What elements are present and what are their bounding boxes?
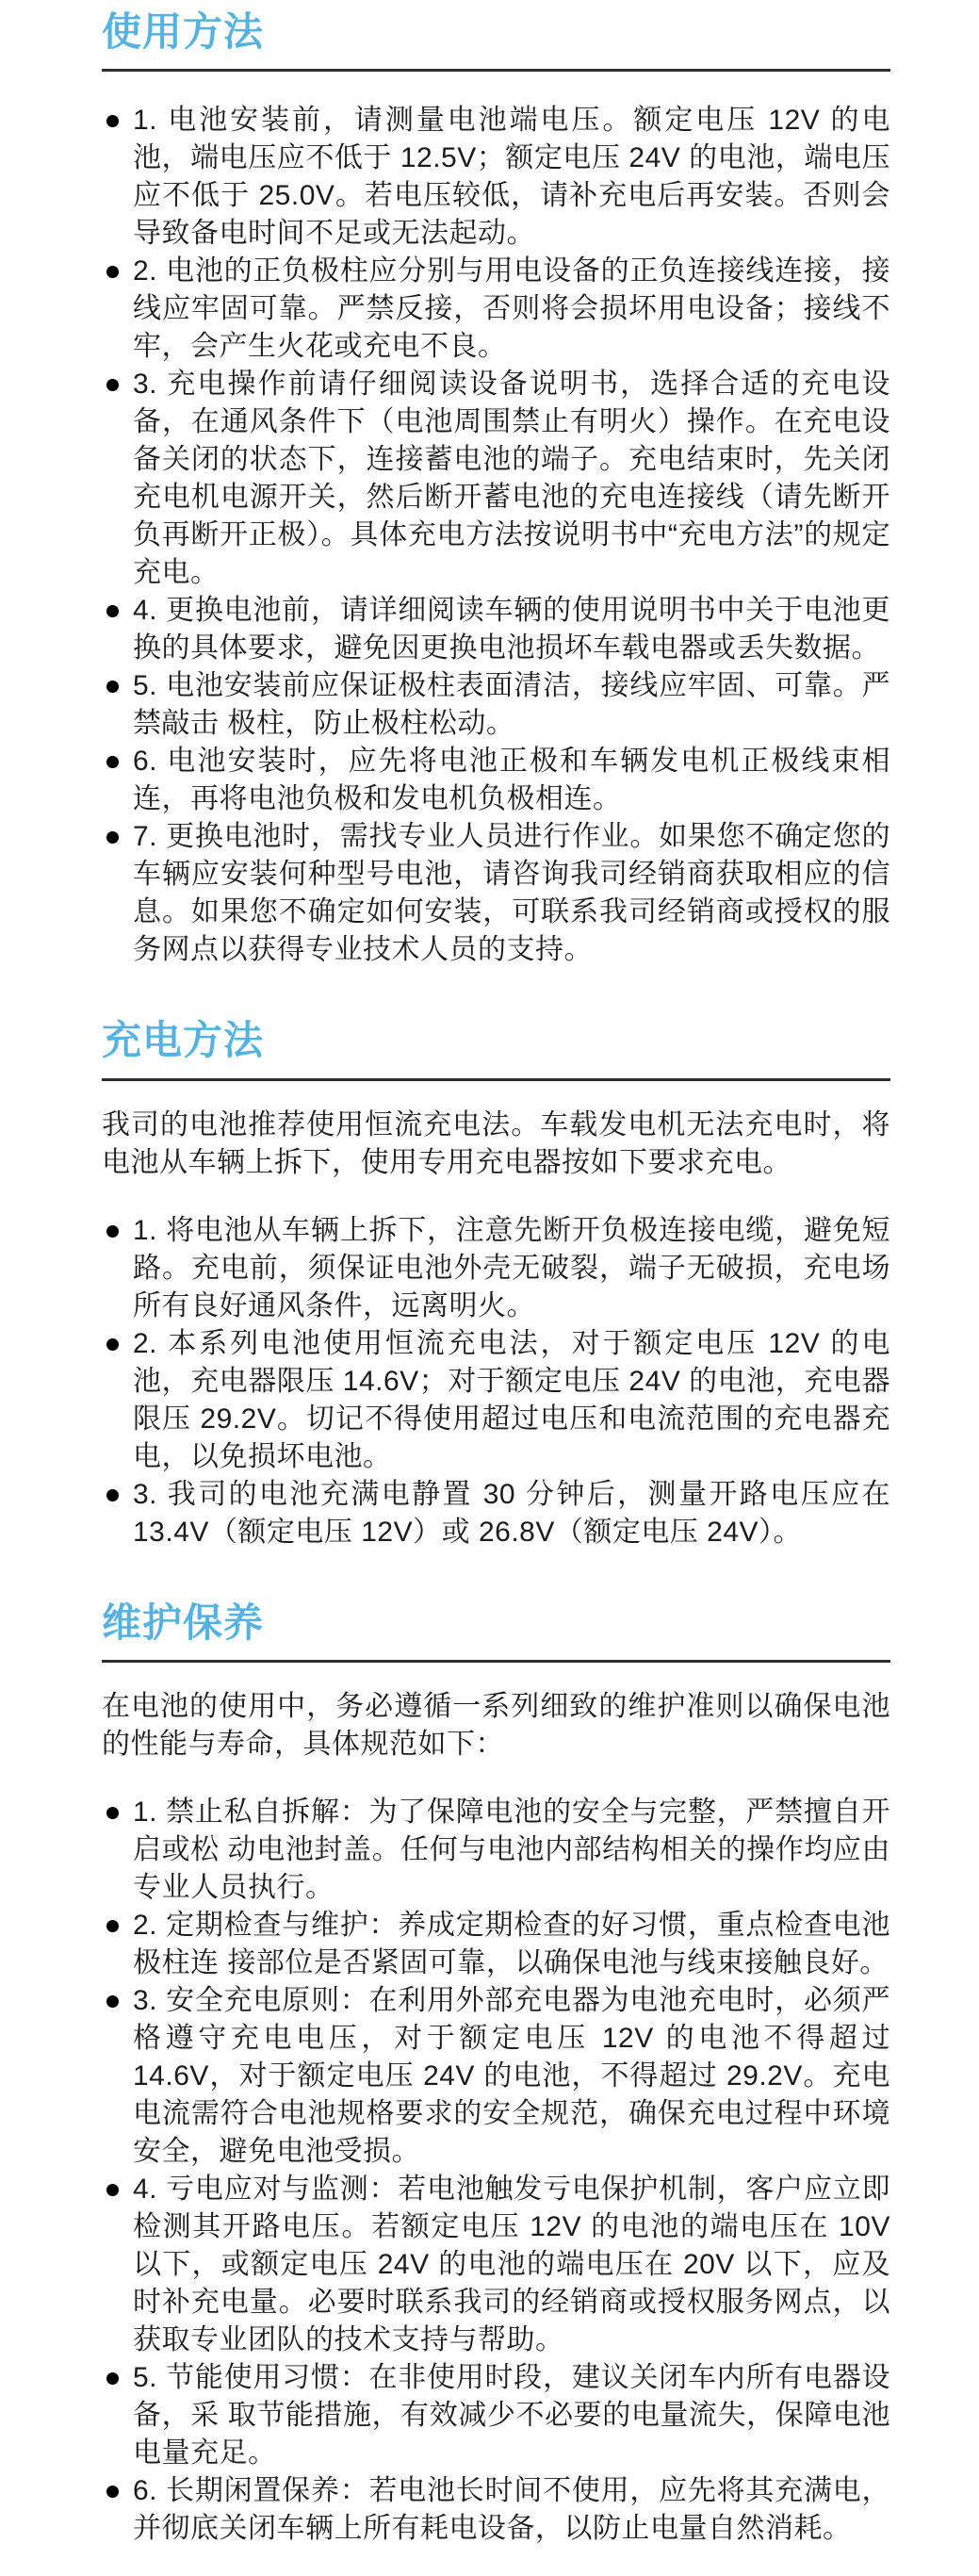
list-item	[102, 818, 890, 969]
list-item-text: 1. 电池安装前，请测量电池端电压。额定电压 12V 的电池，端电压应不低于 12.5V；额定电压 24V 的电池，端电压应不低于 25.0V。若电压较低，请补充电后再安装。否则会导致备电时间不足或无法起动。	[133, 105, 890, 250]
bullet-icon	[106, 379, 119, 391]
bullet-icon	[106, 1225, 119, 1238]
bullet-icon	[106, 1807, 119, 1819]
list-item-text: 4. 更换电池前，请详细阅读车辆的使用说明书中关于电池更换的具体要求，避免因更换电池损坏车载电器或丢失数据。	[133, 595, 890, 665]
section-maintenance-intro: 在电池的使用中，务必遵循一系列细致的维护准则以确保电池的性能与寿命，具体规范如下：	[102, 1690, 890, 1760]
list-item-text: 3. 充电操作前请仔细阅读设备说明书，选择合适的充电设备，在通风条件下（电池周围禁止有明火）操作。在充电设备关闭的状态下，连接蓄电池的端子。充电结束时，先关闭充电机电源开关，然后断开蓄电池的充电连接线（请先断开负再断开正极）。具体充电方法按说明书中“充电方法”的规定充电。	[133, 369, 890, 589]
section-maintenance-title: 维护保养	[102, 1600, 265, 1645]
section-usage	[102, 9, 890, 969]
bullet-icon	[106, 2486, 119, 2498]
list-item	[102, 1794, 890, 1907]
section-maintenance	[102, 1600, 890, 2548]
list-item-text: 2. 本系列电池使用恒流充电法，对于额定电压 12V 的电池，充电器限压 14.6V；对于额定电压 24V 的电池，充电器限压 29.2V。切记不得使用超过电压和电流范围的充电器充电，以免损坏电池。	[133, 1327, 890, 1472]
bullet-icon	[106, 605, 119, 617]
section-charging	[102, 1018, 890, 1551]
list-item	[102, 1325, 890, 1476]
section-usage-title: 使用方法	[102, 9, 265, 54]
bullet-icon	[106, 681, 119, 693]
bullet-icon	[106, 266, 119, 278]
list-item	[102, 253, 890, 366]
section-maintenance-divider	[102, 1660, 890, 1663]
list-item	[102, 743, 890, 818]
list-item	[102, 1212, 890, 1325]
bullet-icon	[106, 1920, 119, 1932]
bullet-icon	[106, 831, 119, 844]
list-item	[102, 2472, 890, 2548]
maintenance-bullet-list	[102, 1794, 890, 2548]
list-item	[102, 1476, 890, 1551]
list-item	[102, 1907, 890, 1982]
list-item-text: 1. 禁止私自拆解：为了保障电池的安全与完整，严禁擅自开启或松 动电池封盖。任何与电池内部结构相关的操作均应由专业人员执行。	[133, 1796, 890, 1903]
list-item	[102, 1982, 890, 2171]
charging-bullet-list	[102, 1212, 890, 1551]
list-item-text: 7. 更换电池时，需找专业人员进行作业。如果您不确定您的车辆应安装何种型号电池，请咨询我司经销商获取相应的信息。如果您不确定如何安装，可联系我司经销商或授权的服务网点以获得专业技术人员的支持。	[133, 821, 890, 966]
list-item	[102, 366, 890, 592]
section-charging-divider	[102, 1078, 890, 1081]
list-item	[102, 592, 890, 667]
list-item-text: 6. 长期闲置保养：若电池长时间不使用，应先将其充满电，并彻底关闭车辆上所有耗电设备，以防止电量自然消耗。	[133, 2474, 890, 2544]
bullet-icon	[106, 1338, 119, 1351]
list-item	[102, 102, 890, 253]
bullet-icon	[106, 2184, 119, 2196]
bullet-icon	[106, 756, 119, 768]
list-item-text: 6. 电池安装时，应先将电池正极和车辆发电机正极线束相连，再将电池负极和发电机负极相连。	[133, 746, 890, 815]
bullet-icon	[106, 115, 119, 127]
list-item-text: 5. 节能使用习惯：在非使用时段，建议关闭车内所有电器设备，采 取节能措施，有效减少不必要的电量流失，保障电池电量充足。	[133, 2361, 890, 2469]
section-charging-intro: 我司的电池推荐使用恒流充电法。车载发电机无法充电时，将电池从车辆上拆下，使用专用充电器按如下要求充电。	[102, 1108, 890, 1178]
list-item	[102, 2359, 890, 2472]
list-item-text: 5. 电池安装前应保证极柱表面清洁，接线应牢固、可靠。严禁敲击 极柱，防止极柱松动。	[133, 670, 890, 740]
list-item-text: 3. 安全充电原则：在利用外部充电器为电池充电时，必须严格遵守充电电压，对于额定电压 12V 的电池不得超过 14.6V，对于额定电压 24V 的电池，不得超过 29.2V。充电电流需符合电池规格要求的安全规范，确保充电过程中环境安全，避免电池受损。	[133, 1984, 890, 2167]
bullet-icon	[106, 1489, 119, 1501]
section-usage-divider	[102, 69, 890, 72]
list-item	[102, 2171, 890, 2359]
list-item-text: 2. 电池的正负极柱应分别与用电设备的正负连接线连接，接线应牢固可靠。严禁反接，否则将会损坏用电设备；接线不牢，会产生火花或充电不良。	[133, 255, 890, 363]
usage-bullet-list	[102, 102, 890, 969]
list-item-text: 1. 将电池从车辆上拆下，注意先断开负极连接电缆，避免短路。充电前，须保证电池外壳无破裂，端子无破损，充电场所有良好通风条件，远离明火。	[133, 1214, 890, 1321]
list-item	[102, 667, 890, 743]
bullet-icon	[106, 1995, 119, 2008]
list-item-text: 2. 定期检查与维护：养成定期检查的好习惯，重点检查电池极柱连 接部位是否紧固可靠，以确保电池与线束接触良好。	[133, 1909, 890, 1978]
list-item-text: 3. 我司的电池充满电静置 30 分钟后，测量开路电压应在 13.4V（额定电压 12V）或 26.8V（额定电压 24V）。	[133, 1478, 890, 1548]
list-item-text: 4. 亏电应对与监测：若电池触发亏电保护机制，客户应立即检测其开路电压。若额定电压 12V 的电池的端电压在 10V 以下，或额定电压 24V 的电池的端电压在 20V 以下，应及时补充电量。必要时联系我司的经销商或授权服务网点，以获取专业团队的技术支持与帮助。	[133, 2173, 890, 2355]
bullet-icon	[106, 2372, 119, 2385]
section-charging-title: 充电方法	[102, 1018, 265, 1063]
